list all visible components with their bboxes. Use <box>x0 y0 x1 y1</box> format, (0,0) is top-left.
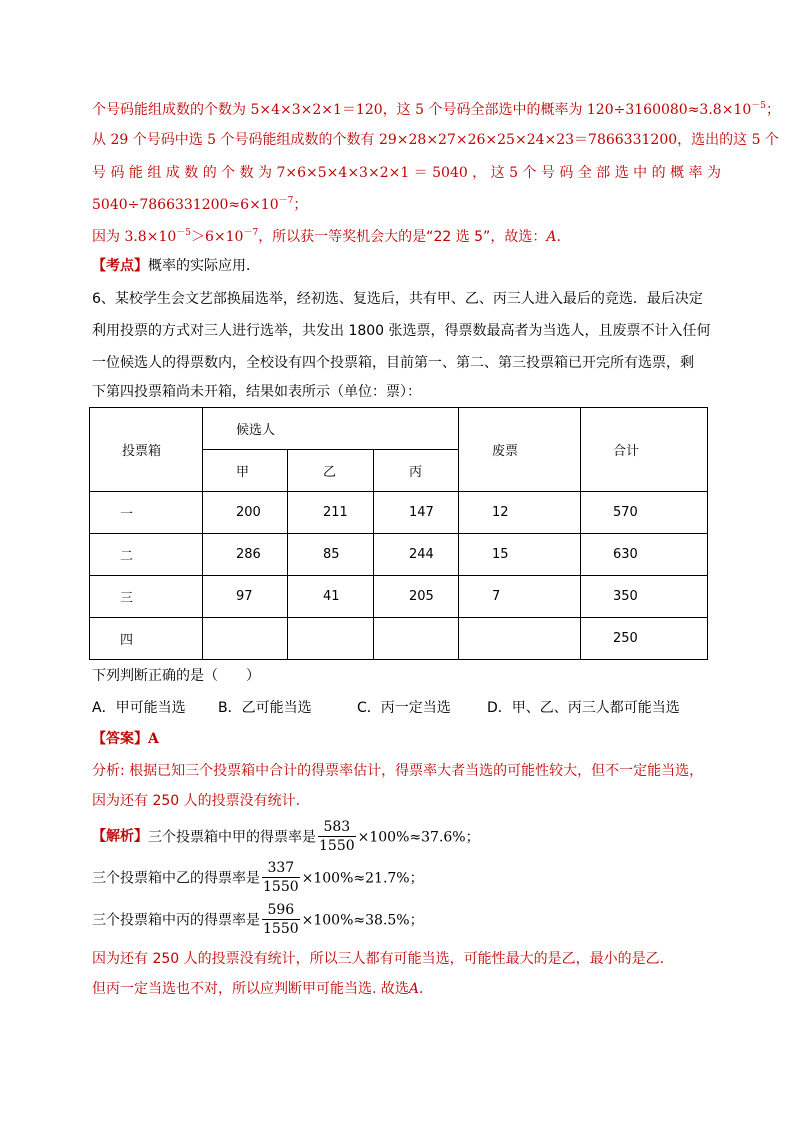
row-invalid: 12 <box>459 492 581 534</box>
solution-yi <box>92 859 424 896</box>
row-yi <box>288 618 374 660</box>
option-c: C．丙一定当选 <box>357 700 451 716</box>
header-bing: 丙 <box>374 450 459 492</box>
option-b: B．乙可能当选 <box>218 700 312 716</box>
option-d: D．甲、乙、丙三人都可能当选 <box>487 700 680 716</box>
conclusion-2-end: . <box>419 981 424 997</box>
intro-line-5-a: 因为 3.8×10 <box>92 229 177 245</box>
solution-bing-text: 三个投票箱中丙的得票率是 <box>92 912 260 929</box>
intro-line-5-end: . <box>556 229 561 245</box>
table-row <box>90 492 708 534</box>
kaodian-label: 【考点】 <box>92 258 148 274</box>
intro-line-5-ans: A <box>546 229 557 245</box>
intro-line-4-a: 5040÷7866331200≈6×10 <box>92 197 279 213</box>
solution-label: 【解析】 <box>92 828 148 845</box>
row-jia <box>203 618 288 660</box>
answer-value: A <box>148 731 159 747</box>
intro-line-1-b: 5×4×3×2×1＝120，这 5 个号码全部选中的概率为 120÷3160080≈3.8×10 <box>250 102 752 118</box>
solution-yi-tail: ×100%≈21.7%； <box>301 870 424 887</box>
intro-line-4 <box>92 195 307 215</box>
row-yi: 85 <box>288 534 374 576</box>
analysis-line-2: 因为还有 250 人的投票没有统计. <box>92 793 301 809</box>
fraction-bing <box>262 901 300 938</box>
row-total: 630 <box>581 534 708 576</box>
intro-line-5-c: ，所以获一等奖机会大的是“22 选 5”，故选： <box>258 229 547 245</box>
intro-line-4-end: ； <box>293 197 308 213</box>
row-total: 570 <box>581 492 708 534</box>
row-bing: 205 <box>374 576 459 618</box>
solution-jia <box>92 818 480 855</box>
intro-line-5-exp1: －5 <box>176 228 191 238</box>
row-box: 一 <box>90 492 203 534</box>
fraction-yi-den: 1550 <box>263 879 299 895</box>
solution-jia-text: 三个投票箱中甲的得票率是 <box>148 829 316 846</box>
vote-table <box>89 407 708 660</box>
row-box: 四 <box>90 618 203 660</box>
intro-line-4-exp: －7 <box>278 196 294 206</box>
row-jia: 286 <box>203 534 288 576</box>
row-box: 三 <box>90 576 203 618</box>
fraction-jia-num: 583 <box>318 818 356 837</box>
header-box: 投票箱 <box>90 408 203 492</box>
header-yi: 乙 <box>288 450 374 492</box>
fraction-jia <box>318 818 356 855</box>
row-bing: 147 <box>374 492 459 534</box>
row-bing: 244 <box>374 534 459 576</box>
solution-bing-tail: ×100%≈38.5%； <box>301 912 424 929</box>
analysis-line-1: 分析: 根据已知三个投票箱中合计的得票率估计，得票率大者当选的可能性较大，但不一定能当选， <box>92 763 704 779</box>
question-line-2: 利用投票的方式对三人进行选举，共发出 1800 张选票，得票数最高者为当选人，且废票不计入任何 <box>92 323 711 339</box>
row-total: 250 <box>581 618 708 660</box>
table-row <box>90 534 708 576</box>
intro-line-5-b: ＞6×10 <box>191 229 244 245</box>
row-invalid <box>459 618 581 660</box>
row-total: 350 <box>581 576 708 618</box>
row-invalid: 7 <box>459 576 581 618</box>
row-jia: 97 <box>203 576 288 618</box>
intro-line-1-end: ； <box>765 102 780 118</box>
row-box: 二 <box>90 534 203 576</box>
fraction-jia-den: 1550 <box>319 838 355 854</box>
conclusion-2-a: 但丙一定当选也不对，所以应判断甲可能当选. 故选 <box>92 981 409 997</box>
table-row <box>90 618 708 660</box>
row-yi: 41 <box>288 576 374 618</box>
intro-line-5 <box>92 227 561 247</box>
header-invalid: 废票 <box>459 408 581 492</box>
intro-line-1-a: 个号码能组成数的个数为 <box>92 102 246 118</box>
conclusion-2 <box>92 979 423 999</box>
fraction-yi <box>262 859 300 896</box>
kaodian <box>92 256 260 276</box>
option-a: A．甲可能当选 <box>92 700 186 716</box>
intro-line-5-exp2: －7 <box>243 228 259 238</box>
solution-jia-tail: ×100%≈37.6%； <box>357 829 480 846</box>
fraction-yi-num: 337 <box>262 859 300 878</box>
answer <box>92 729 159 749</box>
question-line-3: 一位候选人的得票数内，全校设有四个投票箱，目前第一、第二、第三投票箱已开完所有选票，剩 <box>92 355 694 371</box>
solution-bing <box>92 901 424 938</box>
fraction-bing-num: 596 <box>262 901 300 920</box>
header-total: 合计 <box>581 408 708 492</box>
row-bing <box>374 618 459 660</box>
answer-label: 【答案】 <box>92 731 148 747</box>
question-line-4: 下第四投票箱尚未开箱，结果如表所示（单位：票）： <box>92 384 421 400</box>
fraction-bing-den: 1550 <box>263 921 299 937</box>
intro-line-2: 从 29 个号码中选 5 个号码能组成数的个数有 29×28×27×26×25×24×23＝7866331200，选出的这 5 个 <box>92 132 779 148</box>
header-jia: 甲 <box>203 450 288 492</box>
conclusion-2-ans: A <box>408 981 420 997</box>
row-invalid: 15 <box>459 534 581 576</box>
question-line-1: 6、某校学生会文艺部换届选举，经初选、复选后，共有甲、乙、丙三人进入最后的竞选．最后决定 <box>92 291 703 307</box>
conclusion-1: 因为还有 250 人的投票没有统计，所以三人都有可能当选，可能性最大的是乙，最小的是乙. <box>92 951 665 967</box>
row-yi: 211 <box>288 492 374 534</box>
table-row <box>90 576 708 618</box>
prompt: 下列判断正确的是（ ） <box>92 668 260 684</box>
intro-line-3: 号 码 能 组 成 数 的 个 数 为 7×6×5×4×3×2×1 ＝ 5040 ， 这 5 个 号 码 全 部 选 中 的 概 率 为 <box>92 165 721 181</box>
kaodian-text: 概率的实际应用． <box>148 258 260 274</box>
row-jia: 200 <box>203 492 288 534</box>
intro-line-1-exp: －5 <box>751 101 766 111</box>
header-candidates: 候选人 <box>203 408 459 450</box>
intro-line-1 <box>92 100 780 120</box>
solution-yi-text: 三个投票箱中乙的得票率是 <box>92 870 260 887</box>
